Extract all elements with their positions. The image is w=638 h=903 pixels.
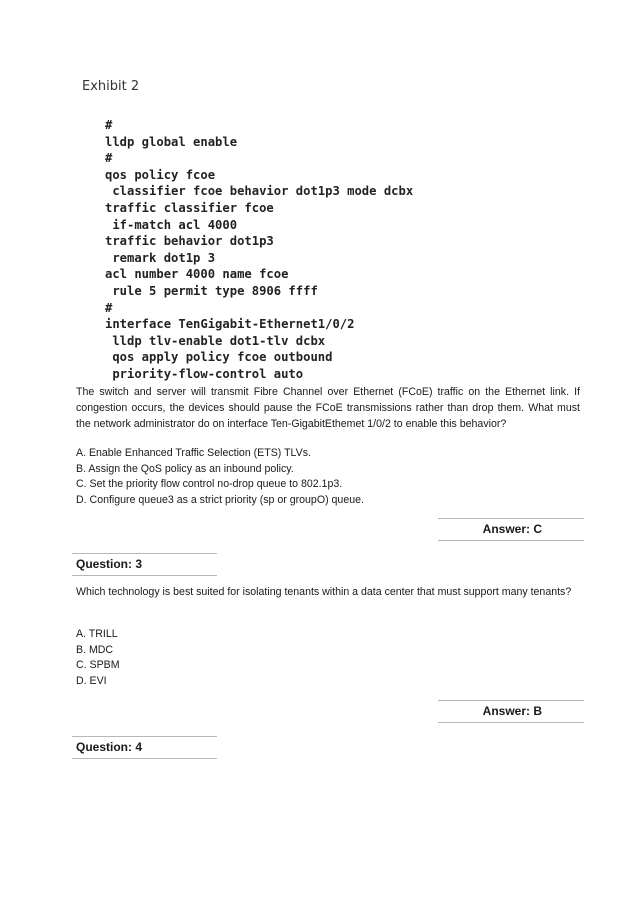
code-line: priority-flow-control auto — [105, 366, 304, 381]
option-c: C. Set the priority flow control no-drop queue to 802.1p3. — [76, 478, 343, 491]
question-3-heading: Question: 3 — [76, 557, 143, 571]
option-c: C. SPBM — [76, 659, 120, 672]
code-line: interface TenGigabit-Ethernet1/0/2 — [105, 317, 355, 332]
option-b: B. MDC — [76, 643, 114, 656]
option-a: A. Enable Enhanced Traffic Selection (ETS) TLVs. — [76, 447, 311, 459]
code-line: traffic classifier fcoe — [105, 200, 274, 215]
answer-3-box — [438, 700, 584, 723]
option-d: D. Configure queue3 as a strict priority (sp or groupO) queue. — [76, 493, 364, 506]
code-line: classifier fcoe behavior dot1p3 mode dcbx — [105, 184, 414, 199]
code-line: rule 5 permit type 8906 ffff — [105, 283, 318, 298]
exhibit-title: Exhibit 2 — [82, 79, 140, 94]
code-line: # — [105, 300, 113, 315]
code-line: lldp tlv-enable dot1-tlv dcbx — [105, 333, 326, 348]
question-3-heading-box — [72, 553, 217, 576]
code-line: # — [105, 118, 113, 132]
code-line: qos apply policy fcoe outbound — [105, 350, 333, 365]
code-line: qos policy fcoe — [105, 167, 216, 182]
question-4-heading-box — [72, 736, 217, 759]
answer-2: Answer: C — [482, 522, 542, 536]
code-line: # — [105, 151, 113, 166]
code-line: acl number 4000 name fcoe — [105, 267, 289, 282]
code-line: traffic behavior dot1p3 — [105, 234, 274, 249]
question-2-options — [76, 446, 364, 508]
answer-2-box — [438, 518, 584, 541]
answer-3: Answer: B — [482, 704, 542, 718]
question-3-options — [76, 627, 120, 689]
code-line: lldp global enable — [105, 134, 238, 149]
config-code-block — [105, 117, 413, 383]
question-3-text: Which technology is best suited for isolating tenants within a data center that must support many tenants? — [76, 586, 572, 598]
option-b: B. Assign the QoS policy as an inbound policy. — [76, 462, 294, 475]
question-4-heading: Question: 4 — [76, 740, 143, 754]
option-d: D. EVI — [76, 674, 107, 687]
question-2-text: The switch and server will transmit Fibre Channel over Ethernet (FCoE) traffic on the Ethernet link. If congestion occurs, the devices should pause the FCoE transmissions rather than drop them. What must the network administrator do on interface Ten-GigabitEthemet 1/0/2 to enable this behavior? — [76, 386, 580, 430]
option-a: A. TRILL — [76, 628, 118, 640]
code-line: remark dot1p 3 — [105, 250, 216, 265]
code-line: if-match acl 4000 — [105, 217, 238, 232]
